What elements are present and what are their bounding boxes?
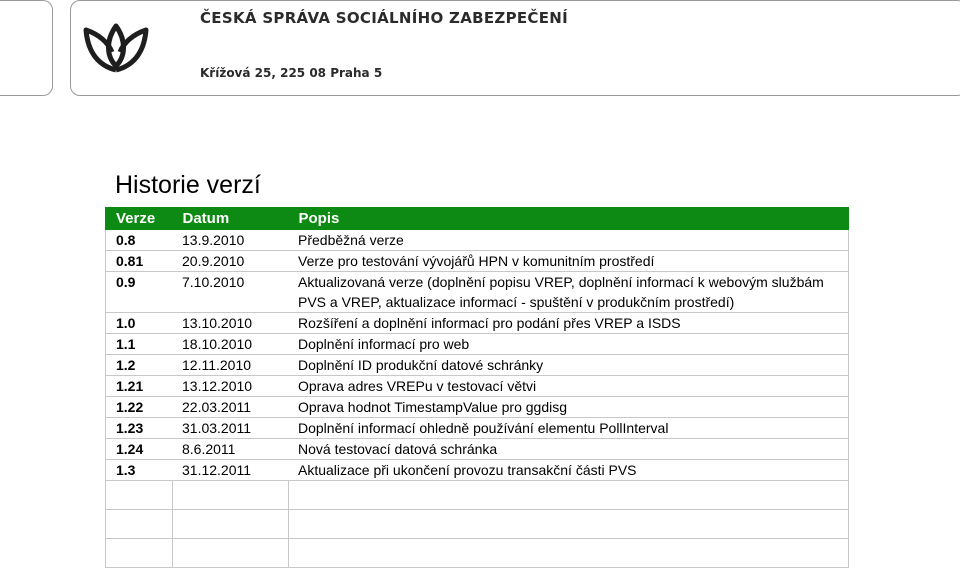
version-history-table xyxy=(105,207,849,568)
date-cell: 8.6.2011 xyxy=(172,439,288,460)
date-cell: 22.03.2011 xyxy=(172,397,288,418)
empty-table-row xyxy=(106,481,849,510)
empty-cell xyxy=(288,481,849,510)
date-cell: 13.9.2010 xyxy=(172,230,288,251)
version-cell: 1.3 xyxy=(106,460,173,481)
description-cell: Nová testovací datová schránka xyxy=(288,439,849,460)
version-cell: 1.21 xyxy=(106,376,173,397)
date-cell: 20.9.2010 xyxy=(172,251,288,272)
empty-cell xyxy=(172,510,288,539)
empty-cell xyxy=(288,539,849,568)
table-row xyxy=(106,272,849,313)
empty-table-row xyxy=(106,539,849,568)
column-header-description: Popis xyxy=(288,208,849,230)
version-cell: 1.22 xyxy=(106,397,173,418)
version-cell: 0.9 xyxy=(106,272,173,313)
table-row xyxy=(106,418,849,439)
description-cell: Oprava hodnot TimestampValue pro ggdisg xyxy=(288,397,849,418)
date-cell: 13.10.2010 xyxy=(172,313,288,334)
table-row xyxy=(106,376,849,397)
table-header-row xyxy=(106,208,849,230)
table-row xyxy=(106,355,849,376)
empty-cell xyxy=(106,539,173,568)
table-row xyxy=(106,460,849,481)
table-row xyxy=(106,230,849,251)
table-row xyxy=(106,397,849,418)
empty-table-row xyxy=(106,510,849,539)
date-cell: 18.10.2010 xyxy=(172,334,288,355)
column-header-version: Verze xyxy=(106,208,173,230)
description-cell: Předběžná verze xyxy=(288,230,849,251)
version-cell: 0.81 xyxy=(106,251,173,272)
description-cell: Aktualizace při ukončení provozu transakční části PVS xyxy=(288,460,849,481)
description-cell: Verze pro testování vývojářů HPN v komunitním prostředí xyxy=(288,251,849,272)
organization-name: ČESKÁ SPRÁVA SOCIÁLNÍHO ZABEZPEČENÍ xyxy=(200,9,569,27)
version-cell: 1.24 xyxy=(106,439,173,460)
description-cell: Aktualizovaná verze (doplnění popisu VREP, doplnění informací k webovým službám PVS a VREP, aktualizace informací - spuštění v produkčním prostředí) xyxy=(288,272,849,313)
date-cell: 7.10.2010 xyxy=(172,272,288,313)
date-cell: 12.11.2010 xyxy=(172,355,288,376)
date-cell: 13.12.2010 xyxy=(172,376,288,397)
page-title: Historie verzí xyxy=(115,170,261,199)
description-cell: Doplnění informací ohledně používání elementu PollInterval xyxy=(288,418,849,439)
tulip-logo-icon xyxy=(80,22,152,74)
description-cell: Doplnění ID produkční datové schránky xyxy=(288,355,849,376)
empty-cell xyxy=(172,539,288,568)
version-cell: 0.8 xyxy=(106,230,173,251)
table-row xyxy=(106,334,849,355)
version-cell: 1.0 xyxy=(106,313,173,334)
date-cell: 31.03.2011 xyxy=(172,418,288,439)
table-row xyxy=(106,313,849,334)
table-row xyxy=(106,251,849,272)
column-header-date: Datum xyxy=(172,208,288,230)
empty-cell xyxy=(172,481,288,510)
version-cell: 1.2 xyxy=(106,355,173,376)
version-cell: 1.1 xyxy=(106,334,173,355)
empty-cell xyxy=(288,510,849,539)
description-cell: Oprava adres VREPu v testovací větvi xyxy=(288,376,849,397)
version-cell: 1.23 xyxy=(106,418,173,439)
organization-address: Křížová 25, 225 08 Praha 5 xyxy=(200,66,383,80)
description-cell: Doplnění informací pro web xyxy=(288,334,849,355)
empty-cell xyxy=(106,510,173,539)
left-frame xyxy=(0,0,53,96)
empty-cell xyxy=(106,481,173,510)
date-cell: 31.12.2011 xyxy=(172,460,288,481)
table-row xyxy=(106,439,849,460)
description-cell: Rozšíření a doplnění informací pro podání přes VREP a ISDS xyxy=(288,313,849,334)
